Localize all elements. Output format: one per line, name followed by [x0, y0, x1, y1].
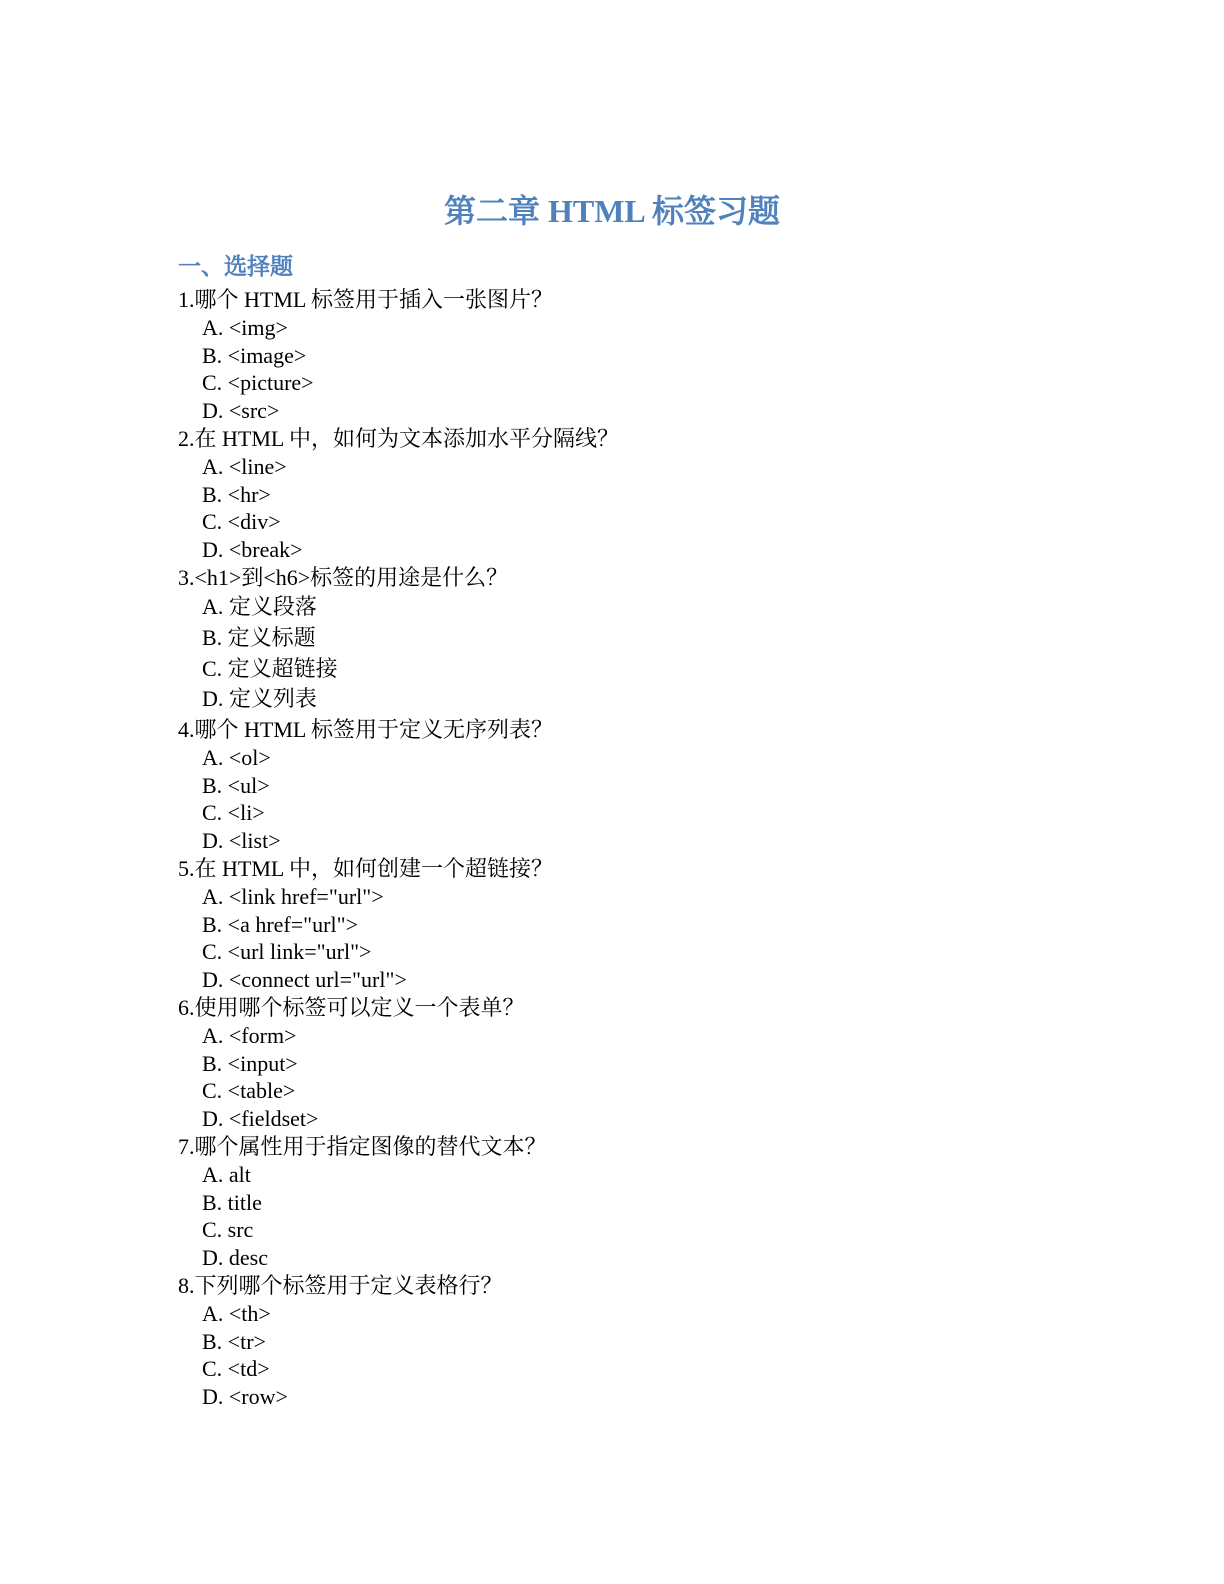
option-list — [178, 744, 1078, 854]
option-a: A. <form> — [202, 1023, 297, 1049]
option-c: C. <li> — [202, 800, 265, 826]
question-stem: 2.在 HTML 中，如何为文本添加水平分隔线？ — [178, 426, 620, 451]
option-b: B. <hr> — [202, 481, 271, 507]
option-c: C. <table> — [202, 1078, 296, 1104]
section-heading: 一、选择题 — [178, 254, 293, 279]
question-stem: 8.下列哪个标签用于定义表格行？ — [178, 1273, 503, 1299]
option-list — [178, 883, 1078, 993]
question-3 — [178, 563, 1078, 715]
question-stem: 5.在 HTML 中，如何创建一个超链接？ — [178, 856, 554, 882]
option-list — [178, 1022, 1078, 1132]
option-c: C. <url link="url"> — [202, 939, 372, 965]
question-1 — [178, 285, 1078, 424]
option-c: C. <td> — [202, 1356, 270, 1382]
option-list — [178, 1161, 1078, 1271]
question-5 — [178, 854, 1078, 993]
question-stem: 4.哪个 HTML 标签用于定义无序列表？ — [178, 717, 554, 743]
question-4 — [178, 715, 1078, 854]
option-list — [178, 453, 1078, 563]
option-d: D. <break> — [202, 536, 303, 562]
option-b: B. <ul> — [202, 772, 270, 798]
option-d: D. <row> — [202, 1383, 288, 1409]
option-c: C. src — [202, 1217, 254, 1243]
option-b: B. <a href="url"> — [202, 911, 358, 937]
option-list — [178, 314, 1078, 424]
question-stem: 7.哪个属性用于指定图像的替代文本？ — [178, 1134, 547, 1160]
option-a: A. <line> — [202, 454, 287, 479]
option-d: D. <fieldset> — [202, 1105, 319, 1131]
option-list — [178, 592, 1078, 715]
option-a: A. <link href="url"> — [202, 884, 384, 910]
option-d: D. <src> — [202, 397, 280, 423]
option-d: D. 定义列表 — [202, 686, 317, 712]
option-b: B. <tr> — [202, 1328, 266, 1354]
option-c: C. <div> — [202, 509, 281, 534]
option-b: B. <image> — [202, 342, 307, 368]
option-d: D. <connect url="url"> — [202, 966, 407, 992]
option-b: B. title — [202, 1189, 262, 1215]
document-title: 第二章 HTML 标签习题 — [443, 193, 781, 229]
option-a: A. <th> — [202, 1301, 271, 1327]
question-2 — [178, 424, 1078, 563]
question-8 — [178, 1271, 1078, 1410]
document-body — [178, 248, 1078, 1410]
option-b: B. 定义标题 — [202, 624, 316, 650]
question-stem: 1.哪个 HTML 标签用于插入一张图片？ — [178, 287, 554, 312]
option-d: D. <list> — [202, 827, 281, 853]
question-6 — [178, 993, 1078, 1132]
option-a: A. <ol> — [202, 745, 271, 771]
option-a: A. 定义段落 — [202, 594, 317, 619]
option-c: C. 定义超链接 — [202, 655, 338, 681]
option-a: A. <img> — [202, 315, 288, 340]
question-stem: 6.使用哪个标签可以定义一个表单？ — [178, 995, 525, 1021]
option-d: D. desc — [202, 1244, 268, 1270]
question-stem: 3.<h1>到<h6>标签的用途是什么？ — [178, 565, 509, 590]
option-b: B. <input> — [202, 1050, 298, 1076]
question-7 — [178, 1132, 1078, 1271]
option-list — [178, 1300, 1078, 1410]
option-a: A. alt — [202, 1162, 251, 1188]
option-c: C. <picture> — [202, 370, 314, 395]
